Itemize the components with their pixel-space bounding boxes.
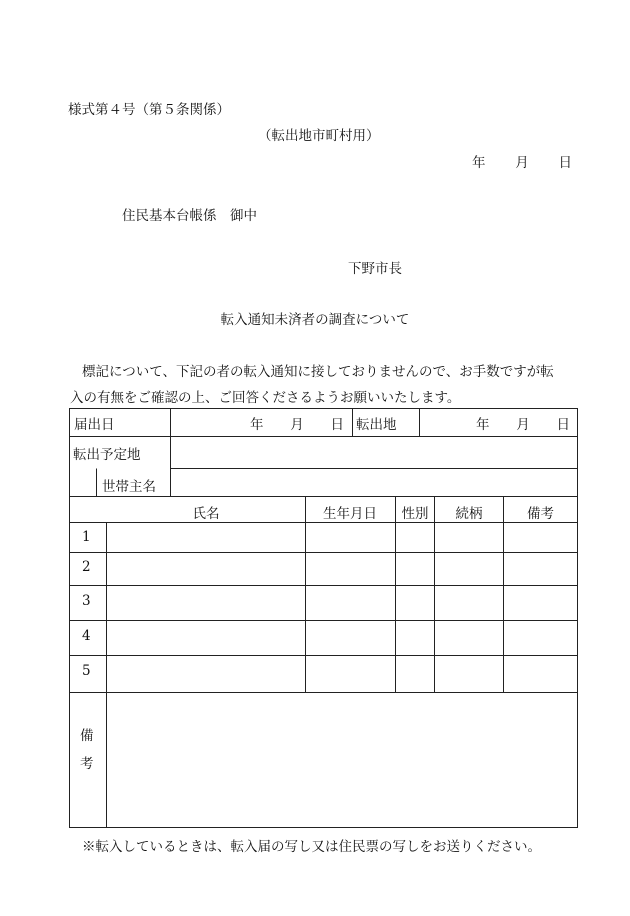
col-relation: 続柄 (455, 506, 483, 522)
body-line-2: 入の有無をご確認の上、ご回答くださるようお願いいたします。 (70, 390, 461, 406)
form-subtitle: （転出地市町村用） (258, 128, 380, 144)
move-year: 年 (476, 417, 490, 433)
col-name: 氏名 (192, 506, 220, 522)
table-border (70, 409, 578, 828)
planned-destination-label: 転出予定地 (73, 447, 141, 463)
col-remarks: 備考 (527, 506, 554, 522)
col-birthdate: 生年月日 (323, 506, 377, 522)
date-day: 日 (558, 155, 572, 171)
notify-day: 日 (330, 417, 344, 433)
move-month: 月 (516, 417, 530, 433)
date-year: 年 (472, 155, 486, 171)
body-line-1: 標記について、下記の者の転入通知に接しておりませんので、お手数ですが転 (82, 364, 554, 380)
sender: 下野市長 (348, 261, 402, 277)
addressee: 住民基本台帳係 御中 (122, 208, 257, 224)
row-number-3: 3 (82, 593, 91, 609)
row-number-4: 4 (82, 628, 91, 644)
footnote: ※転入しているときは、転入届の写し又は住民票の写しをお送りください。 (82, 839, 541, 855)
notify-date-label: 届出日 (74, 417, 115, 433)
row-number-5: 5 (82, 663, 91, 679)
notify-year: 年 (250, 417, 264, 433)
move-from-label: 転出地 (356, 417, 397, 433)
row-number-2: 2 (82, 559, 91, 575)
form-number: 様式第４号（第５条関係） (68, 102, 230, 118)
householder-label: 世帯主名 (102, 479, 156, 495)
notify-date-value[interactable] (250, 413, 344, 433)
move-from-date[interactable] (476, 413, 570, 433)
move-day: 日 (556, 417, 570, 433)
col-sex: 性別 (401, 506, 429, 522)
row-number-1: 1 (82, 529, 91, 545)
date-month: 月 (515, 155, 529, 171)
remarks-label-1: 備 (80, 728, 94, 744)
notify-month: 月 (290, 417, 304, 433)
document-title: 転入通知未済者の調査について (220, 312, 410, 328)
remarks-label-2: 考 (80, 756, 94, 772)
